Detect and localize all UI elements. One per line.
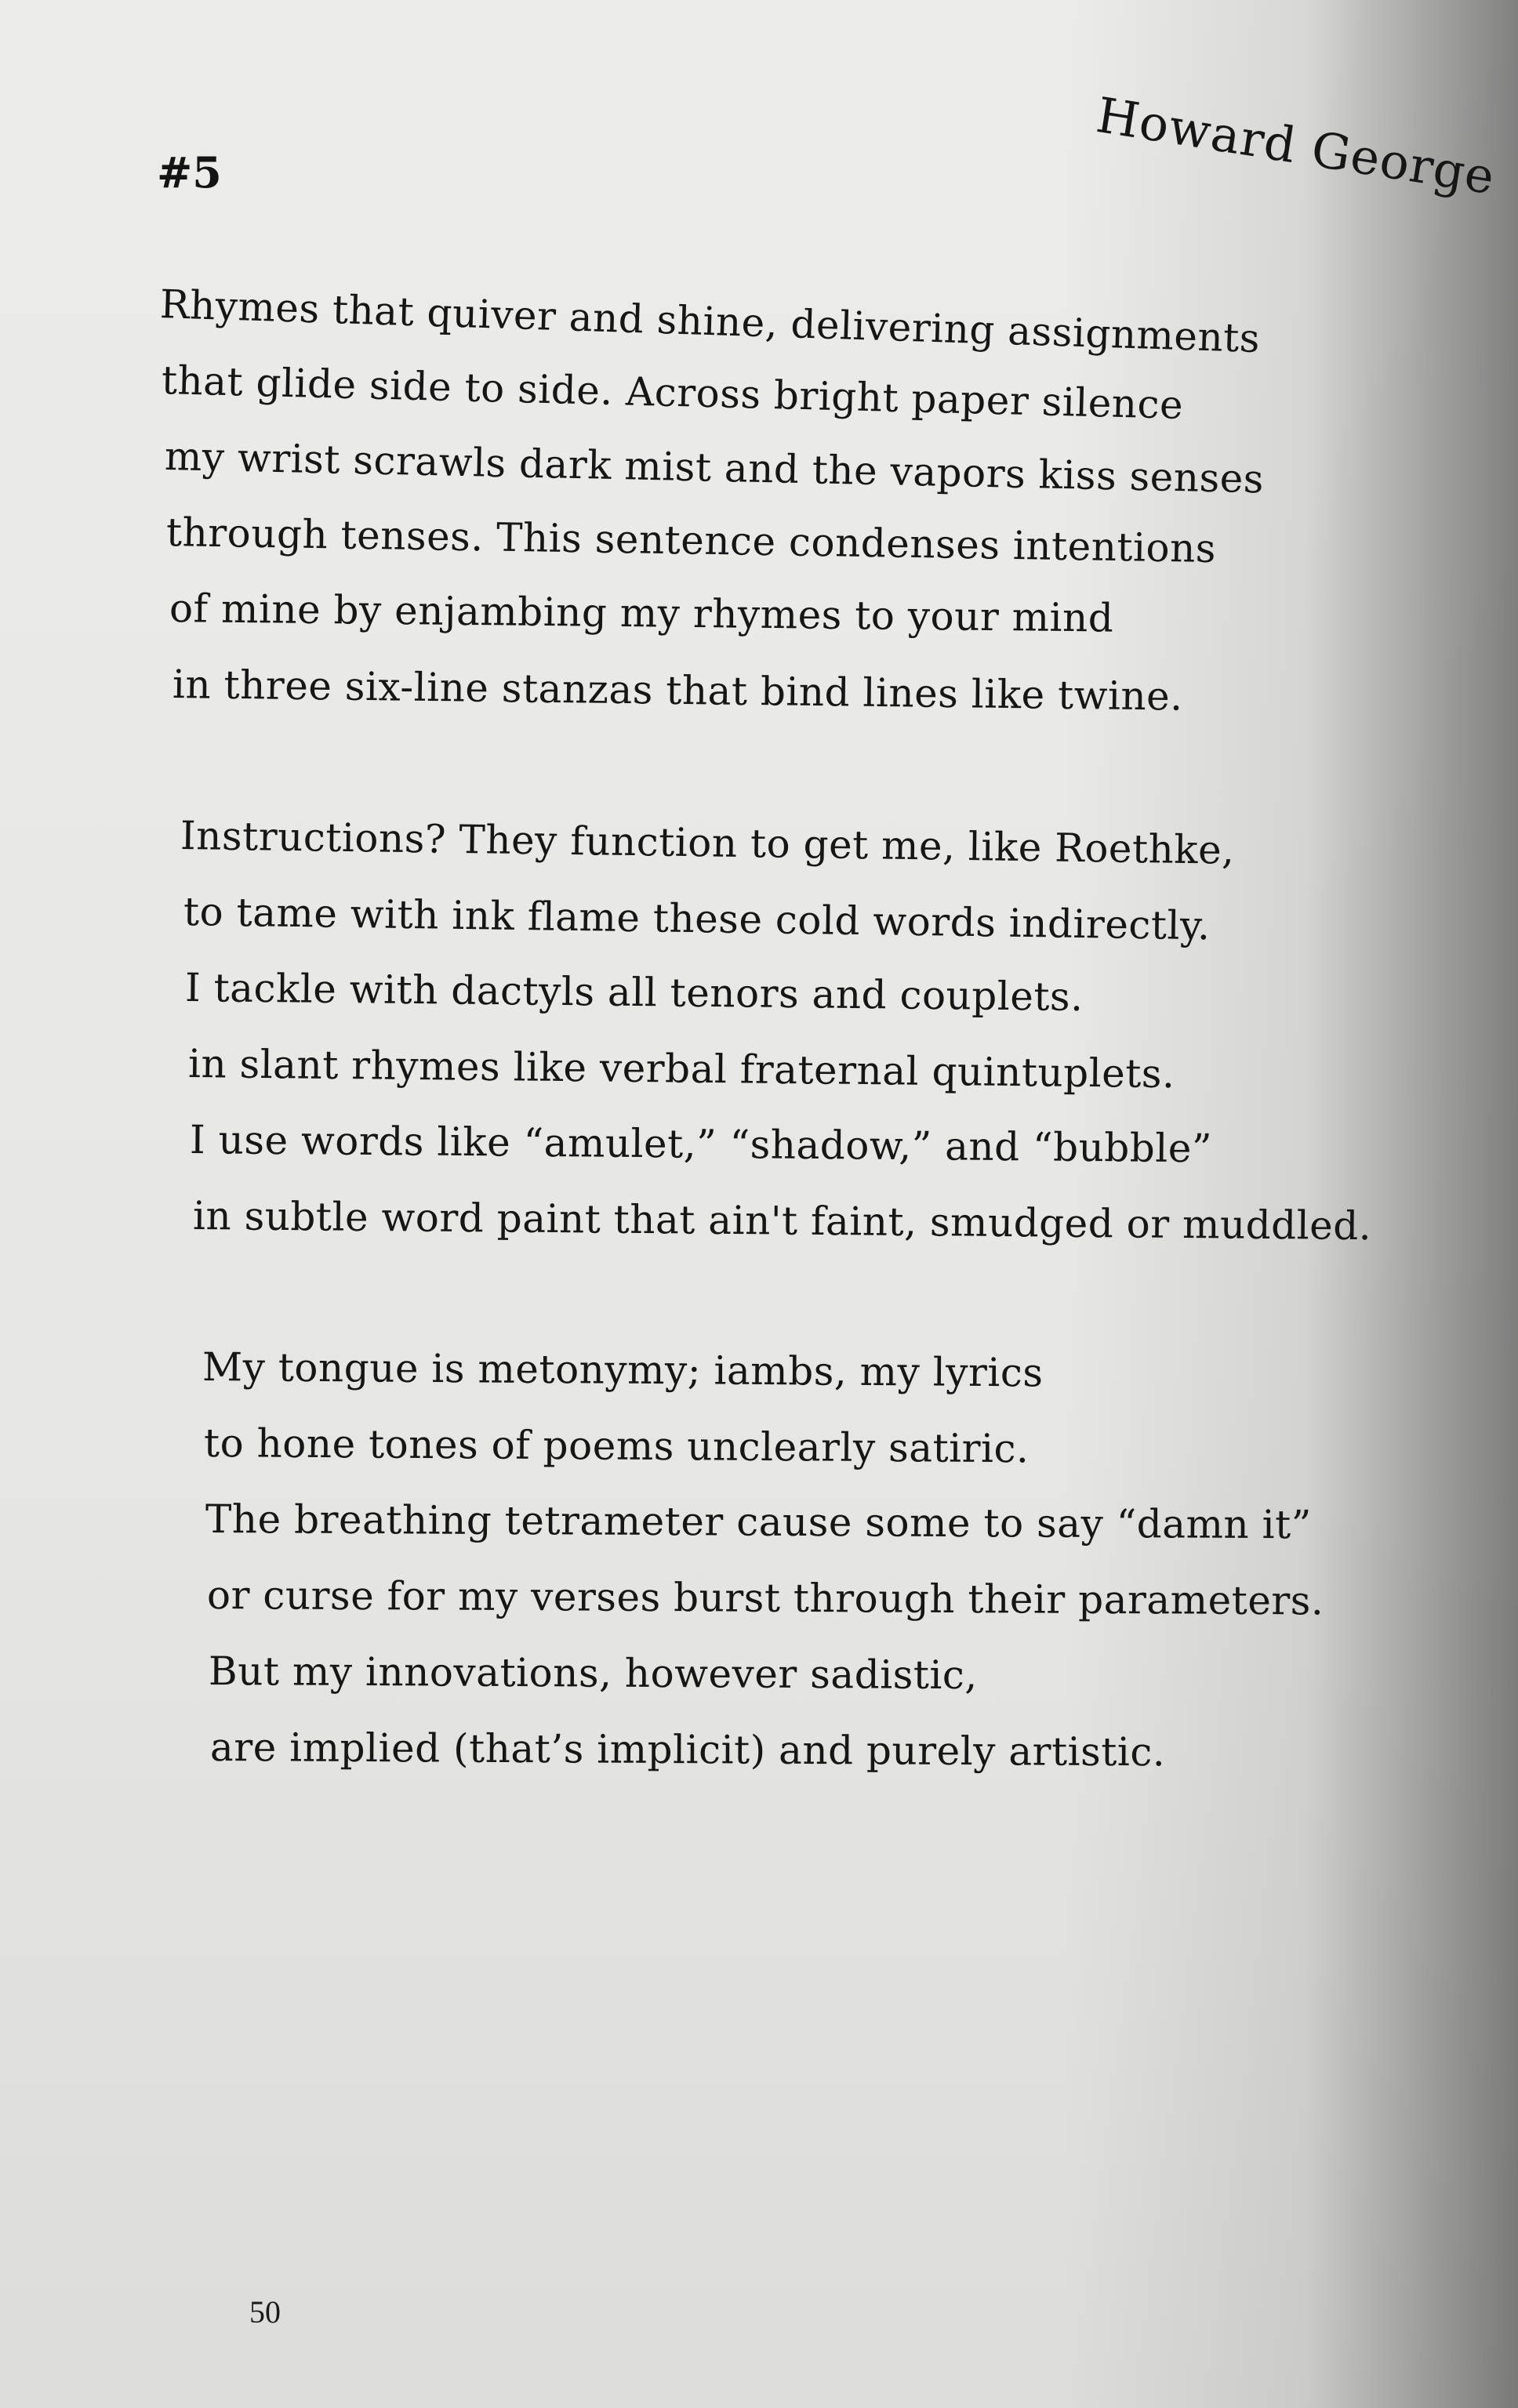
page-number: 50	[249, 2294, 281, 2330]
stanza-2	[157, 798, 1380, 1254]
poem-line: Instructions? They function to get me, like Roethke,	[180, 813, 1235, 873]
poem-line: Rhymes that quiver and shine, delivering assignments	[159, 281, 1261, 362]
poem-line: or curse for my verses burst through their parameters.	[206, 1572, 1324, 1624]
poem-line: to hone tones of poems unclearly satiric.	[203, 1420, 1030, 1472]
poem-line: through tenses. This sentence condenses intentions	[165, 510, 1217, 572]
stanza-1	[157, 267, 1380, 723]
poem-line: The breathing tetrameter cause some to say “damn it”	[205, 1496, 1312, 1548]
poem-line: in slant rhymes like verbal fraternal quintuplets.	[187, 1041, 1175, 1097]
author-name: Howard George	[1092, 86, 1499, 206]
poem-line: my wrist scrawls dark mist and the vapors kiss senses	[164, 433, 1265, 502]
poem-line: in three six-line stanzas that bind lines like twine.	[172, 662, 1183, 720]
poem-line: My tongue is metonymy; iambs, my lyrics	[202, 1344, 1044, 1396]
poem-body	[157, 267, 1380, 1861]
stanza-3	[157, 1329, 1380, 1786]
poem-line: of mine by enjambing my rhymes to your mind	[169, 586, 1114, 641]
poem-number: #5	[157, 147, 222, 198]
poem-line: But my innovations, however sadistic,	[208, 1648, 978, 1699]
poem-line: I use words like “amulet,” “shadow,” and “bubble”	[189, 1117, 1213, 1172]
poem-line: in subtle word paint that ain't faint, smudged or muddled.	[192, 1193, 1372, 1249]
poem-line: I tackle with dactyls all tenors and couplets.	[184, 965, 1084, 1020]
poem-line: are implied (that’s implicit) and purely artistic.	[209, 1724, 1166, 1775]
poem-line: to tame with ink flame these cold words indirectly.	[183, 889, 1211, 949]
poem-line: that glide side to side. Across bright paper silence	[161, 357, 1184, 428]
